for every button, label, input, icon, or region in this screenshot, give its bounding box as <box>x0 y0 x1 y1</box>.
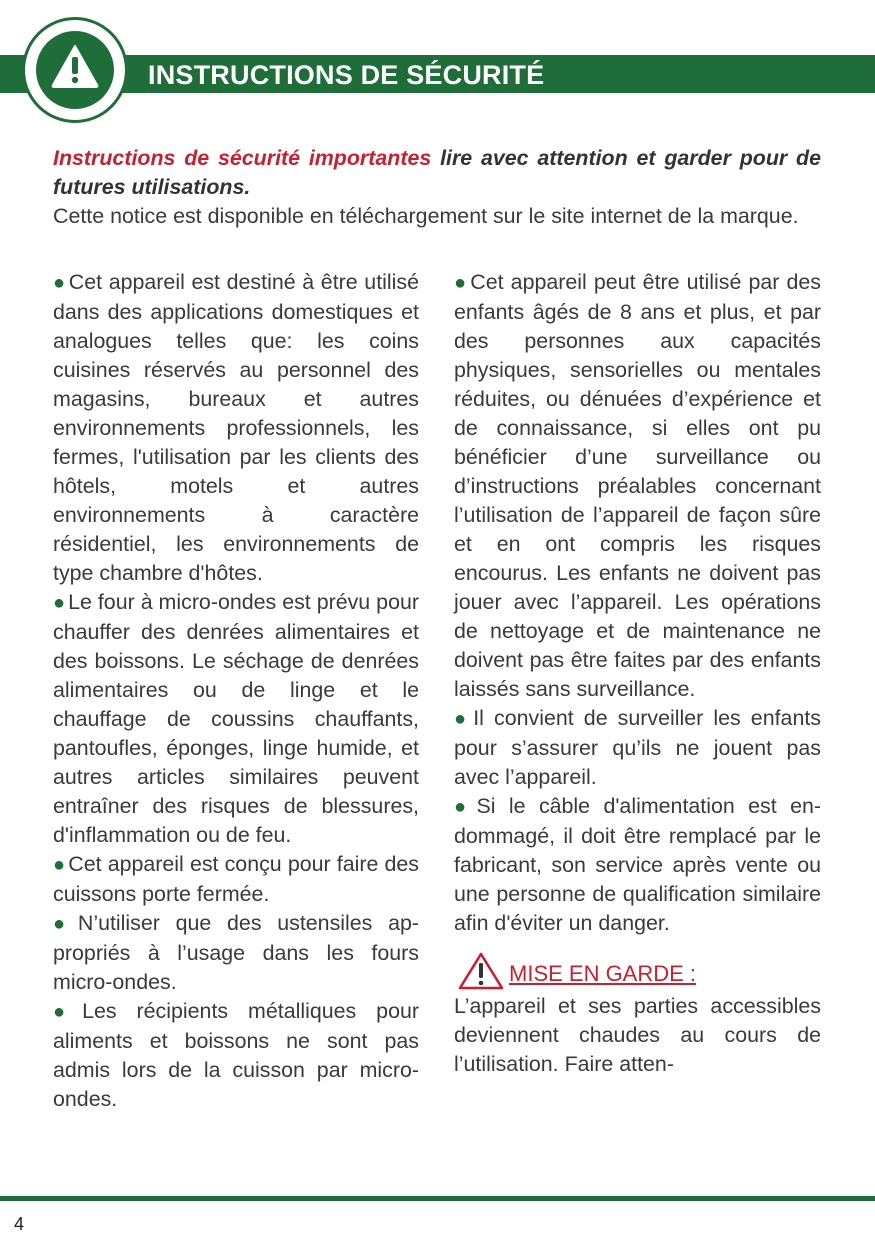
bullet-item <box>53 268 419 588</box>
bullet-text: Cet appareil peut être utilisé par des enfants âgés de 8 ans et plus, et par des personnes aux capacités physiques, sensorielles ou mentales réduites, ou dénuées d’expérience et de connaissance, si elles ont pu bénéficier d’une surveillance ou d’instructions préalables concernant l’utilisation de l’appareil de façon sûre et en ont compris les risques encourus. Les enfants ne doivent pas jouer avec l’appareil. Les opérations de nettoyage et de maintenance ne doivent pas être faites par des enfants laissés sans surveillance. <box>454 270 821 701</box>
bullet-icon: ● <box>454 708 471 730</box>
bullet-icon: ● <box>53 913 75 935</box>
bullet-icon: ● <box>53 592 66 614</box>
bullet-icon: ● <box>454 272 468 294</box>
bullet-text: Il convient de surveiller les enfants pour s’assurer qu’ils ne jouent pas avec l’appareil. <box>454 706 821 789</box>
warning-triangle-icon <box>50 43 100 89</box>
bullet-item <box>454 792 821 938</box>
bullet-text: Cet appareil est conçu pour faire des cuissons porte fermée. <box>53 852 419 906</box>
bullet-icon: ● <box>53 1001 80 1023</box>
bullet-item <box>454 268 821 704</box>
footer-rule <box>0 1196 875 1201</box>
warning-text: L’appareil et ses parties accessibles deviennent chaudes au cours de l’utilisation. Faire atten- <box>454 994 821 1076</box>
left-column <box>53 268 419 1114</box>
intro-lead-highlight: Instructions de sécurité importantes <box>53 146 432 170</box>
page-title: INSTRUCTIONS DE SÉCURITÉ <box>148 60 545 90</box>
bullet-icon: ● <box>454 796 474 818</box>
warning-heading <box>454 952 821 990</box>
bullet-text: Si le câble d'alimentation est endommagé, il doit être remplacé par le fabricant, son service après vente ou une personne de qualification similaire afin d'éviter un danger. <box>454 794 821 935</box>
bullet-icon: ● <box>53 272 66 294</box>
header-badge <box>22 17 128 123</box>
bullet-item <box>454 704 821 792</box>
page-number: 4 <box>14 1214 25 1234</box>
bullet-item <box>53 588 419 850</box>
bullet-item <box>53 850 419 909</box>
bullet-text: Cet appareil est destiné à être utilisé dans des applications domestiques et analogues telles que: les coins cuisines réservés au personnel des magasins, bureaux et autres environnements professionnels, les fermes, l'utilisation par les clients des hôtels, motels et autres environnements à caractère résidentiel, les environnements de type chambre d'hôtes. <box>53 270 419 585</box>
bullet-text: Les récipients métalliques pour aliments et boissons ne sont pas admis lors de la cuisson par micro-ondes. <box>53 999 419 1111</box>
intro-lead <box>53 144 821 202</box>
warning-label: MISE EN GARDE : <box>509 961 697 986</box>
bullet-item <box>53 997 419 1114</box>
warning-triangle-icon <box>458 952 504 990</box>
bullet-item <box>53 909 419 997</box>
bullet-text: Le four à micro-ondes est prévu pour chauffer des denrées alimentaires et des boissons. Le séchage de denrées alimentaires ou de linge et le chauffage de coussins chauffants, pantoufles, éponges, linge humide, et autres articles similaires peuvent entraîner des risques de blessures, d'inflammation ou de feu. <box>53 590 419 847</box>
intro-lead-rest: lire avec attention et garder pour de futures utilisations. <box>53 146 821 199</box>
intro-note: Cette notice est disponible en téléchargement sur le site internet de la marque. <box>53 204 799 228</box>
header-badge-inner <box>36 31 114 109</box>
intro-section <box>53 144 821 231</box>
right-column <box>454 268 821 1079</box>
bullet-text: N’utiliser que des ustensiles appropriés à l’usage dans les fours micro-ondes. <box>53 911 419 994</box>
bullet-icon: ● <box>53 854 66 876</box>
